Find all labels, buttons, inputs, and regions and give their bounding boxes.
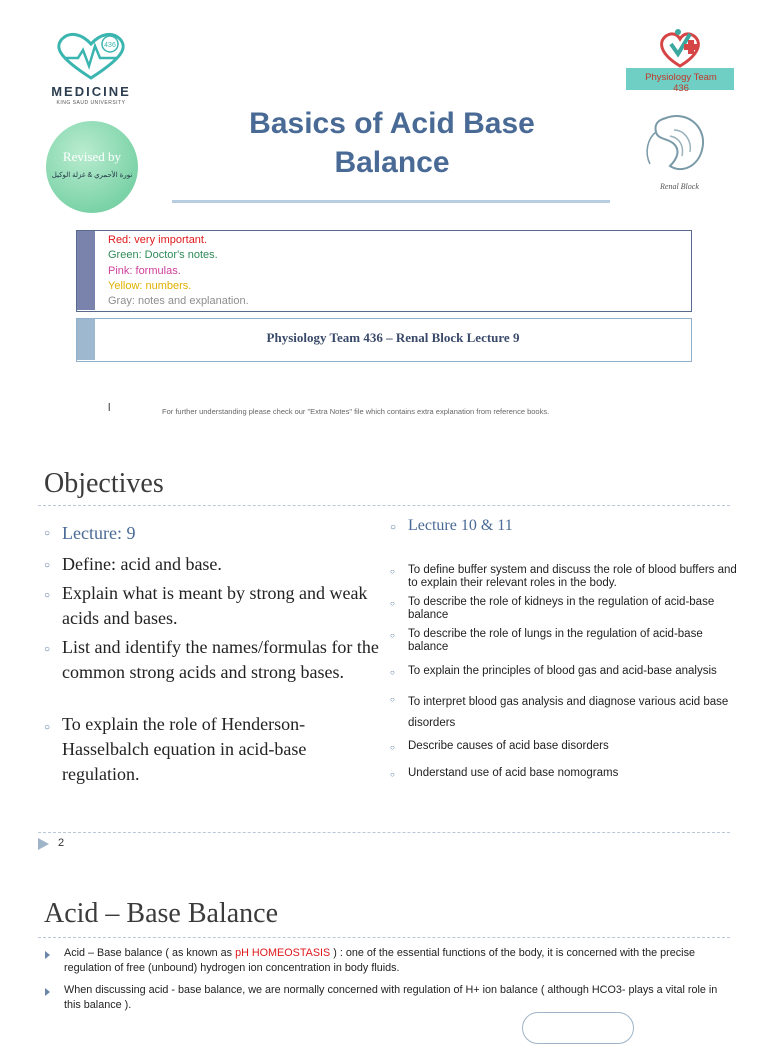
objective-item: Define: acid and base. xyxy=(62,554,222,574)
objective-item: Understand use of acid base nomograms xyxy=(408,767,619,779)
left-heading: Lecture: 9 xyxy=(62,523,136,543)
objective-item: To interpret blood gas analysis and diagnose various acid base disorders xyxy=(408,696,729,729)
bullet-icon: ○ xyxy=(44,590,51,601)
objective-item: To explain the role of Henderson-Hasselbalch equation in acid-base regulation. xyxy=(62,714,307,784)
objective-item: Describe causes of acid base disorders xyxy=(408,740,609,752)
lecture-title: Physiology Team 436 – Renal Block Lecture 9 xyxy=(266,330,520,345)
objectives-divider xyxy=(38,505,730,506)
legend-side-bar xyxy=(77,231,95,310)
p1-text: Acid – Base balance ( as known as xyxy=(64,947,236,959)
bullet-icon: ○ xyxy=(390,522,397,533)
title-line-1: Basics of Acid Base xyxy=(249,107,535,140)
objective-item: Explain what is meant by strong and weak acids and bases. xyxy=(62,583,368,628)
objective-item: To define buffer system and discuss the role of blood buffers and to explain their relevant roles in the body. xyxy=(408,564,737,589)
arrow-right-icon xyxy=(38,838,49,850)
bullet-icon: ○ xyxy=(390,668,395,677)
objectives-title: Objectives xyxy=(44,468,164,499)
bullet-icon: ○ xyxy=(390,695,395,704)
acid-base-paragraph-1 xyxy=(64,946,724,976)
right-heading: Lecture 10 & 11 xyxy=(408,517,513,534)
acid-base-divider xyxy=(38,937,730,938)
legend-gray: Gray: notes and explanation. xyxy=(108,295,249,308)
medicine-word: MEDICINE xyxy=(51,84,131,99)
revised-title: Revised by xyxy=(62,149,122,164)
team-logo xyxy=(624,26,736,104)
diagram-shape xyxy=(522,1012,634,1044)
slide-divider xyxy=(38,832,730,833)
acid-base-paragraph-2: When discussing acid - base balance, we are normally concerned with regulation of H+ ion balance ( although HCO3- plays a vital role in this balance ). xyxy=(64,984,718,1011)
legend-green: Green: Doctor's notes. xyxy=(108,249,218,262)
legend-red: Red: very important. xyxy=(108,234,208,246)
arrow-right-icon xyxy=(45,951,50,959)
revised-badge xyxy=(46,121,138,213)
renal-block-logo xyxy=(626,108,734,206)
university-name: KING SAUD UNIVERSITY xyxy=(56,100,126,106)
heartbeat-icon xyxy=(40,28,142,84)
kidney-icon xyxy=(626,108,734,182)
revised-names: نورة الأحمري & غزلة الوكيل xyxy=(51,172,133,179)
checkmark-cross-icon xyxy=(624,26,736,70)
ph-homeostasis-highlight: pH HOMEOSTASIS xyxy=(235,947,331,959)
bullet-icon: ○ xyxy=(44,528,51,539)
bullet-icon: ○ xyxy=(390,743,395,752)
objective-item: To describe the role of lungs in the regulation of acid-base balance xyxy=(408,628,703,653)
acid-base-title: Acid – Base Balance xyxy=(44,898,279,929)
bullet-icon: ○ xyxy=(390,770,395,779)
p1-text-rest: ) : one of the essential functions of the body, it is concerned with the precise regulation of free (unbound) hydrogen ion concentration in body fluids. xyxy=(64,947,695,974)
note-marker: l xyxy=(108,402,111,414)
medicine-number: 436 xyxy=(104,42,116,49)
bullet-icon: ○ xyxy=(44,722,51,733)
arrow-right-icon xyxy=(45,988,50,996)
legend-pink: Pink: formulas. xyxy=(108,264,181,277)
slide-number: 2 xyxy=(58,837,65,849)
team-label: Physiology Team 436 xyxy=(645,72,717,94)
bullet-icon: ○ xyxy=(390,631,395,640)
extra-notes-text: For further understanding please check our "Extra Notes" file which contains extra explanation from reference books. xyxy=(162,407,550,416)
bullet-icon: ○ xyxy=(44,560,51,571)
page-title xyxy=(180,104,604,182)
medicine-logo xyxy=(40,28,142,110)
color-legend xyxy=(108,233,249,309)
legend-yellow: Yellow: numbers. xyxy=(108,279,192,292)
lecture-side-bar xyxy=(77,319,95,360)
title-underline xyxy=(172,200,610,203)
objective-item: To describe the role of kidneys in the regulation of acid-base balance xyxy=(408,596,715,621)
renal-label: Renal Block xyxy=(660,182,699,191)
objective-item: List and identify the names/formulas for the common strong acids and strong bases. xyxy=(62,637,379,682)
title-line-2: Balance xyxy=(334,146,450,179)
bullet-icon: ○ xyxy=(44,644,51,655)
objective-item: To explain the principles of blood gas and acid-base analysis xyxy=(408,665,717,677)
bullet-icon: ○ xyxy=(390,567,395,576)
bullet-icon: ○ xyxy=(390,599,395,608)
